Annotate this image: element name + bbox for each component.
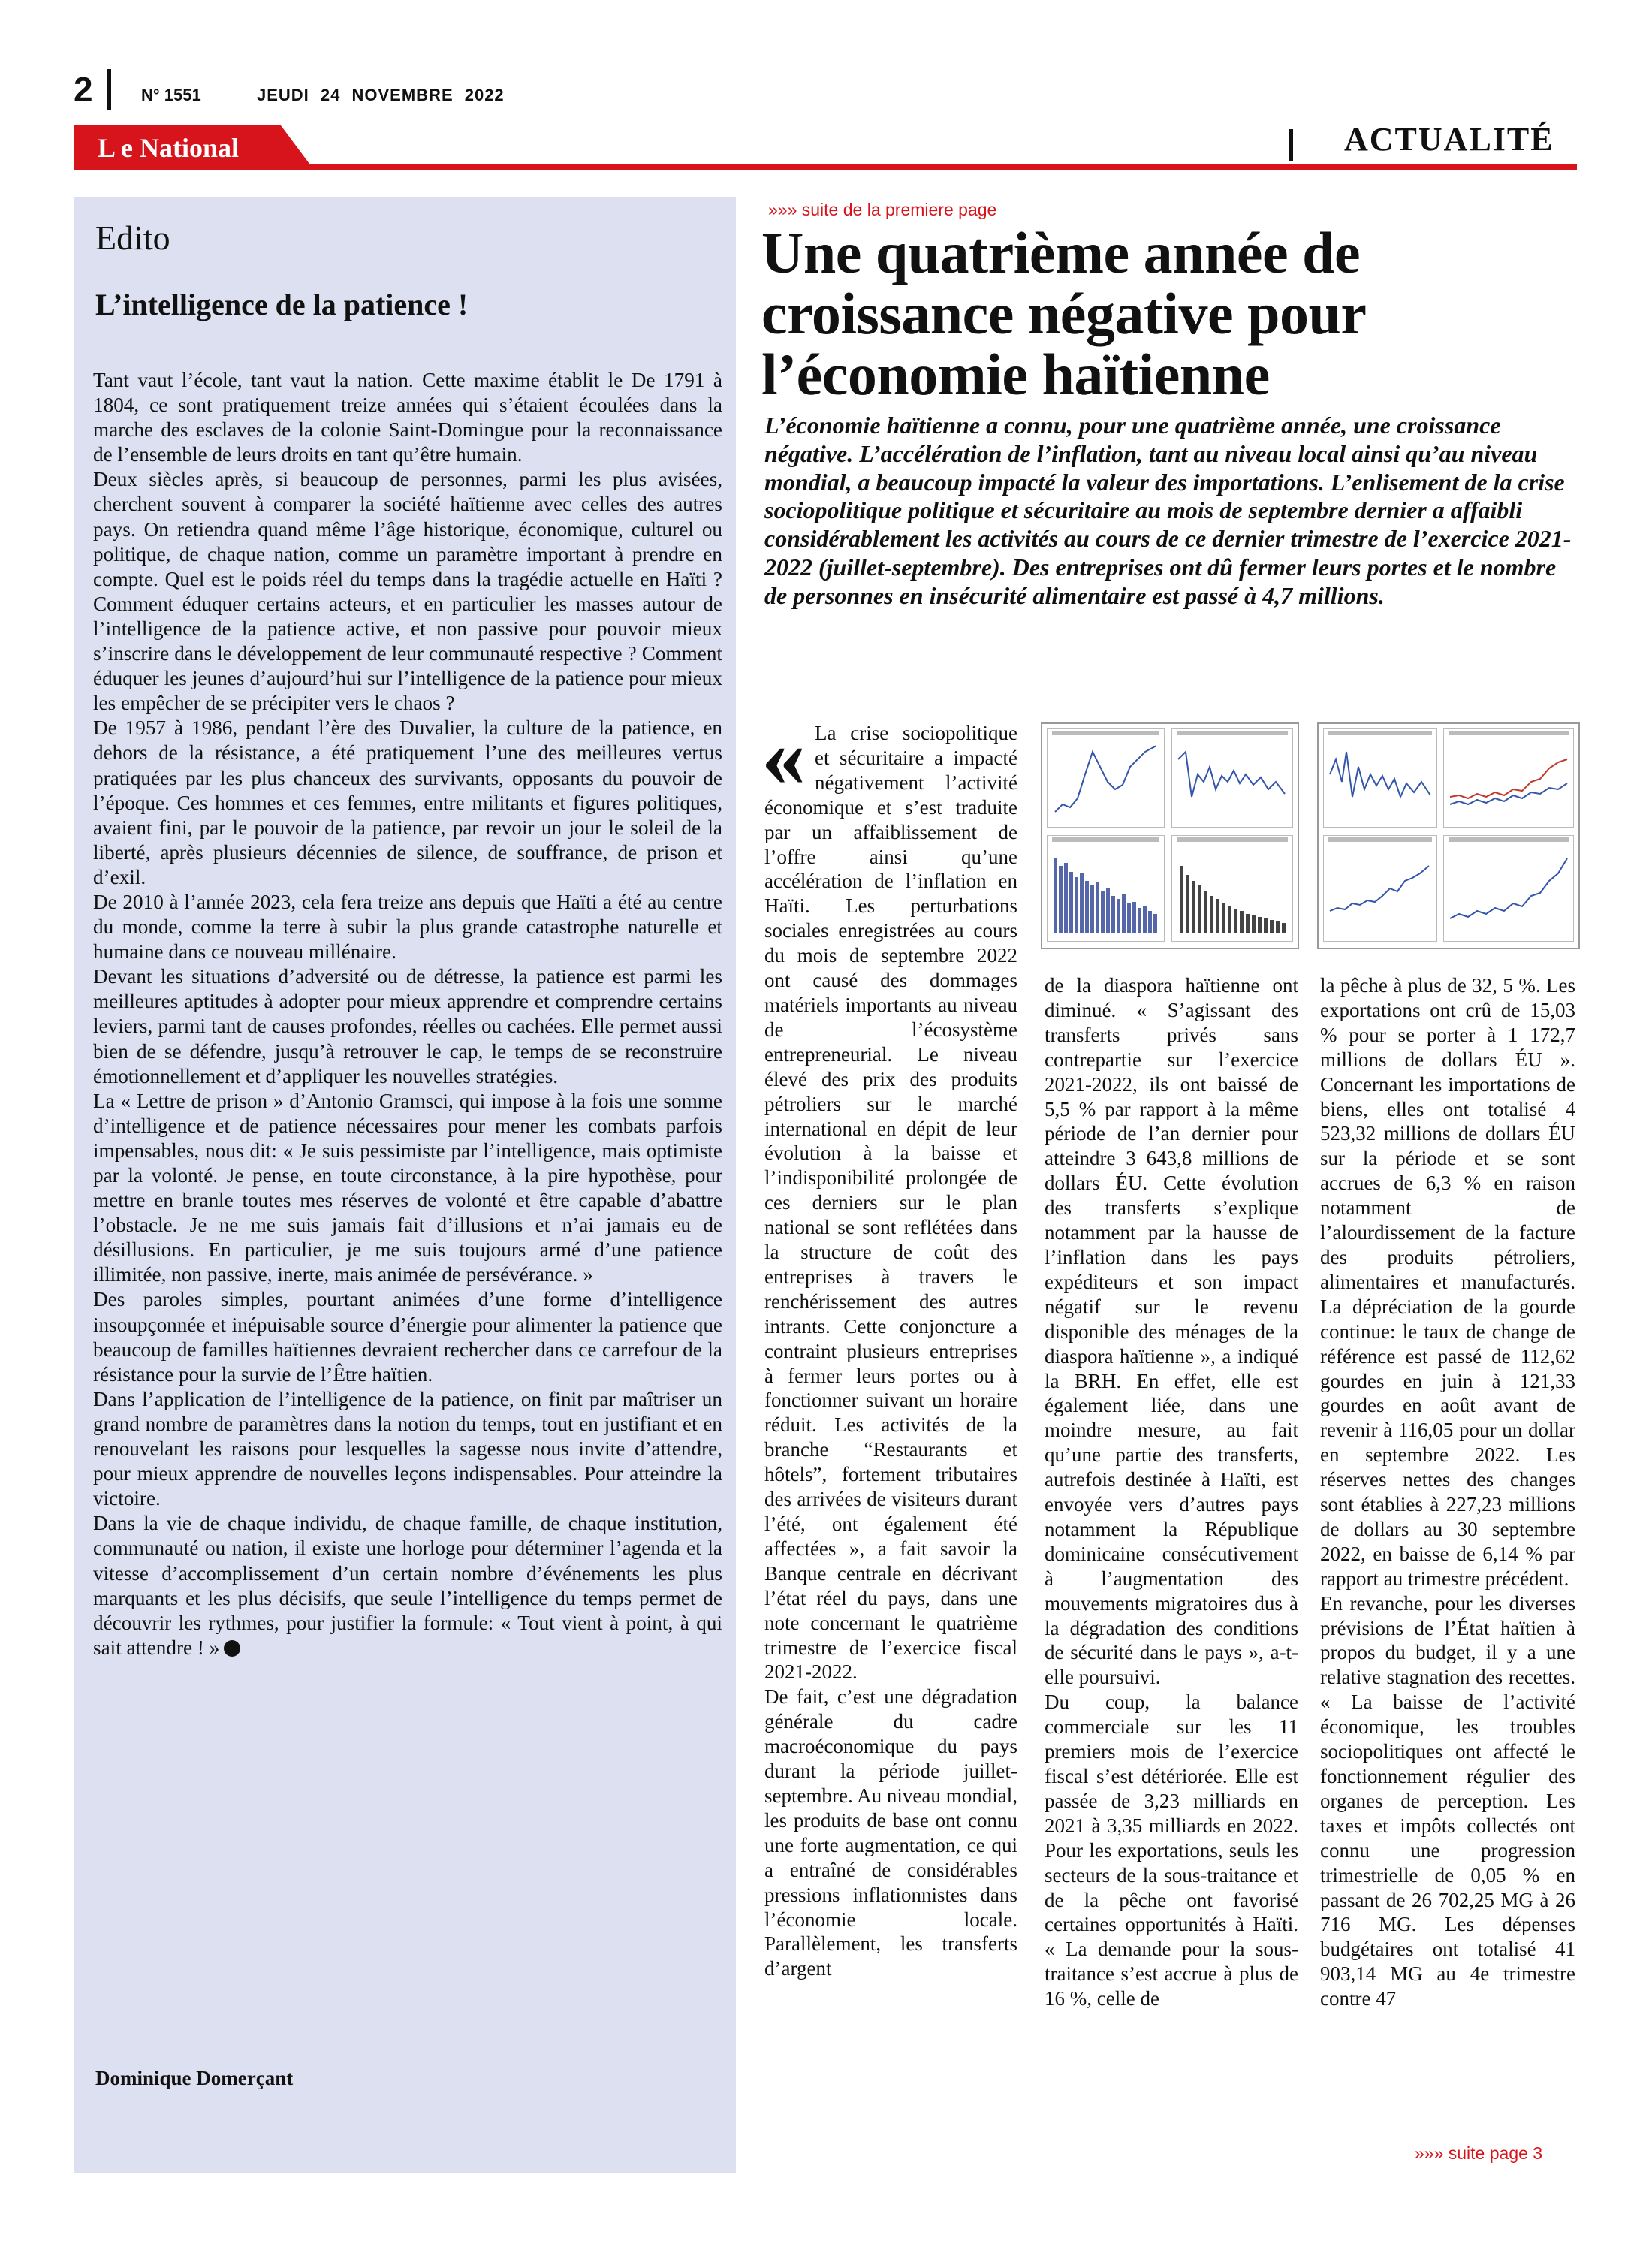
- article-column-1: [761, 707, 1017, 1981]
- edito-paragraph-last: [93, 1511, 722, 1660]
- article-title: Une quatrième année de croissance négative pour l’économie haïtienne: [761, 220, 1366, 407]
- continued-link[interactable]: »»» suite page 3: [1415, 2143, 1543, 2163]
- chart-panel: [1171, 835, 1293, 942]
- page-number: 2: [74, 70, 93, 109]
- issue-number: N° 1551: [141, 86, 201, 104]
- section-title: ACTUALITÉ: [1344, 121, 1554, 158]
- chart-panel: [1047, 835, 1165, 942]
- chart-panel: [1171, 728, 1293, 828]
- section-divider: [1289, 129, 1293, 161]
- article-paragraph: [761, 707, 1017, 1684]
- chart-panel: [1323, 835, 1437, 942]
- edito-paragraph: Deux siècles après, si beaucoup de personnes, parmi les plus avisées, cherchent souvent à comparer la société haïtienne avec celles des autres pays. On retiendra quand même l’âge historique, économique, culturel ou politique, de chaque nation, comme un paramètre important à prendre en compte. Quel est le poids réel du temps dans la tragédie actuelle en Haïti ? Comment éduquer certains acteurs, et en particulier les masses autour de l’intelligence de la patience active, et non passive pour pouvoir mieux s’inscrire dans le développement de leur communauté respective ? Comment éduquer les jeunes d’aujourd’hui sur l’intelligence de la patience pour mieux les empêcher de se précipiter vers le chaos ?: [93, 468, 722, 715]
- header-rule: [74, 164, 1577, 170]
- chart-panel: [1323, 728, 1437, 828]
- bar-chart-thumbnail: [1048, 836, 1164, 941]
- article-lead: L’économie haïtienne a connu, pour une quatrième année, une croissance négative. L’accélération de l’inflation, tant au niveau local ainsi qu’au niveau mondial, a beaucoup impacté la valeur des importations. L’enlisement de la crise sociopolitique politique et sécuritaire au mois de septembre dernier a affaibli considérablement les activités au cours de ce dernier trimestre de l’exercice 2021-2022 (juillet-septembre). Des entreprises ont dû fermer leurs portes et le nombre de personnes en insécurité alimentaire est passé à 4,7 millions.: [764, 412, 1572, 609]
- line-chart-thumbnail: [1444, 836, 1573, 941]
- edito-signature: Dominique Domerçant: [95, 2067, 294, 2089]
- article-column-2: [1045, 973, 1298, 2011]
- end-mark-icon: [224, 1640, 240, 1657]
- chart-figure-right: [1317, 722, 1580, 949]
- edito-paragraph: Tant vaut l’école, tant vaut la nation. Cette maxime établit le De 1791 à 1804, ce sont pratiquement treize années qui s’étaient écoulées dans la marche des esclaves de la colonie Saint-Domingue pour la reconnaissance de l’ensemble de leurs droits en tant qu’être humain.: [93, 369, 722, 466]
- bar-chart-thumbnail: [1172, 836, 1292, 941]
- line-chart-thumbnail: [1324, 836, 1436, 941]
- edito-paragraph: Dans l’application de l’intelligence de la patience, on finit par maîtriser un grand nombre de paramètres dans la notion du temps, tout en justifiant et en renouvelant les raisons pour lesquelles la sagesse nous invite d’attendre, pour mieux apprendre de nouvelles leçons indispensables. Pour atteindre la victoire.: [93, 1387, 722, 1510]
- edito-paragraph: La « Lettre de prison » d’Antonio Gramsci, qui impose à la fois une somme d’intelligence et de patience nécessaires pour mener les combats parfois impensables, nous dit: « Je suis pessimiste par l’intelligence, mais optimiste par la volonté. Je pense, en toute circonstance, à la pire hypothèse, pour mettre en branle toutes mes réserves de volonté et être capable d’abattre l’obstacle. Je ne me suis jamais fait d’illusions et n’ai jamais eu de désillusions. En particulier, je me suis toujours armé d’une patience illimitée, non passive, inerte, mais animée de persévérance. »: [93, 1089, 722, 1286]
- article-paragraph: de la diaspora haïtienne ont diminué. « S’agissant des transferts privés sans contrepartie sur l’exercice 2021-2022, ils ont baissé de 5,5 % par rapport à la même période de l’an dernier pour atteindre 3 643,8 millions de dollars ÉU. Cette évolution des transferts s’explique notamment par la hausse de l’inflation dans les pays expéditeurs et son impact négatif sur le revenu disponible des ménages de la diaspora haïtienne », a indiqué la BRH. En effet, elle est également liée, dans une moindre mesure, au fait qu’une partie des transferts, autrefois destinée à Haïti, est envoyée vers d’autres pays notamment la République dominicaine consécutivement à l’augmentation des mouvements migratoires dus à la dégradation des conditions de sécurité dans le pays », a-t-elle poursuivi.: [1045, 974, 1298, 1689]
- line-chart-thumbnail: [1048, 729, 1164, 827]
- edito-kicker: Edito: [95, 219, 170, 257]
- article-text: La crise sociopolitique et sécuritaire a impacté négativement l’activité économique et s’est traduite par un affaiblissement de l’offre ainsi qu’une accélération de l’inflation en Haïti. Les perturbations sociales enregistrées au cours du mois de septembre 2022 ont causé des dommages matériels importants au niveau de l’écosystème entrepreneurial. Le niveau élevé des prix des produits pétroliers sur le marché international en dépit de leur évolution à la baisse et l’indisponibilité prolongée de ces derniers sur le plan national se sont reflétées dans la structure de coût des entreprises à travers le renchérissement des autres intrants. Cette conjoncture a contraint plusieurs entreprises à fermer leurs portes ou à fonctionner suivant un horaire réduit. Les activités de la branche “Restaurants et hôtels”, fortement tributaires des arrivées de visiteurs durant l’été, ont également été affectées », a fait savoir la Banque centrale en décrivant l’état réel du pays, dans une note concernant le quatrième trimestre de l’exercice fiscal 2021-2022.: [764, 722, 1017, 1684]
- edito-body: [93, 368, 722, 1660]
- article-paragraph: De fait, c’est une dégradation générale du cadre macroéconomique du pays durant la période juillet-septembre. Au niveau mondial, les produits de base ont connu une forte augmentation, ce qui a entraîné de considérables pressions inflationnistes dans l’économie locale. Parallèlement, les transferts d’argent: [764, 1685, 1017, 1980]
- edito-paragraph: Des paroles simples, pourtant animées d’une forme d’intelligence insoupçonnée et inépuisable source d’énergie pour alimenter la patience que beaucoup de familles haïtiennes devraient rechercher dans ce carrefour de la résistance pour la survie de l’Être haïtien.: [93, 1288, 722, 1386]
- article-paragraph: En revanche, pour les diverses prévisions de l’État haïtien à propos du budget, il y a une relative stagnation des recettes. « La baisse de l’activité économique, les troubles sociopolitiques ont affecté le fonctionnement régulier des organes de perception. Les taxes et impôts collectés ont connu une progression trimestrielle de 0,05 % en passant de 26 702,25 MG à 26 716 MG. Les dépenses budgétaires ont totalisé 41 903,14 MG au 4e trimestre contre 47: [1320, 1591, 1575, 2010]
- chart-panel: [1443, 728, 1574, 828]
- line-chart-thumbnail: [1324, 729, 1436, 827]
- edito-paragraph: Devant les situations d’adversité ou de détresse, la patience est parmi les meilleures aptitudes à adopter pour mieux apprendre et comprendre certains leviers, parmi tant de causes profondes, réelles ou cachées. Elle permet aussi bien de se défendre, jusqu’à retrouver le cap, le temps de se reconstruire émotionnellement et d’appliquer les nouvelles stratégies.: [93, 965, 722, 1087]
- line-chart-thumbnail: [1172, 729, 1292, 827]
- edito-paragraph: De 2010 à l’année 2023, cela fera treize ans depuis que Haïti a été au centre du monde, comme la terre à subir la plus grande catastrophe naturelle et humaine dans ce nouveau millénaire.: [93, 890, 722, 964]
- chart-panel: [1443, 835, 1574, 942]
- edito-title: L’intelligence de la patience !: [95, 288, 469, 321]
- article-kicker: »»» suite de la premiere page: [768, 200, 997, 219]
- chart-panel: [1047, 728, 1165, 828]
- edito-paragraph: Dans la vie de chaque individu, de chaque famille, de chaque institution, communauté ou nation, il existe une horloge pour déterminer l’agenda et la vitesse d’accomplissement d’un certain nombre d’événements les plus marquants et les plus décisifs, que seule l’intelligence du temps permet de découvrir les rythmes, pour justifier la formule: « Tout vient à point, à qui sait attendre ! »: [93, 1512, 722, 1659]
- brand-label: L e National: [98, 133, 240, 163]
- edito-paragraph: De 1957 à 1986, pendant l’ère des Duvalier, la culture de la patience, en dehors de la résistance, a été pratiquement l’une des meilleures vertus pratiquées par les plus chanceux des survivants, opposants du pouvoir de l’époque. Ces hommes et ces femmes, entre militants et figures politiques, avaient fini, par le pouvoir de la patience, par revoir un jour le soleil de la liberté, après plusieurs décennies de silence, de souffrance, de prison et d’exil.: [93, 716, 722, 888]
- issue-date: JEUDI 24 NOVEMBRE 2022: [257, 86, 505, 104]
- header-divider: [107, 69, 111, 110]
- article-paragraph: Du coup, la balance commerciale sur les 11 premiers mois de l’exercice fiscal s’est détériorée. Elle est passée de 3,23 milliards en 2021 à 3,35 milliards en 2022. Pour les exportations, seuls les secteurs de la sous-traitance et de la pêche ont favorisé certaines opportunités à Haïti. « La demande pour la sous-traitance s’est accrue à plus de 16 %, celle de: [1045, 1691, 1298, 2010]
- chart-figure-left: [1041, 722, 1299, 949]
- article-paragraph: la pêche à plus de 32, 5 %. Les exportations ont crû de 15,03 % pour se porter à 1 172,7 millions de dollars ÉU ». Concernant les importations de biens, elles ont totalisé 4 523,32 millions de dollars ÉU sur la période et se sont accrues de 6,3 % en raison notamment de l’alourdissement de la facture des produits pétroliers, alimentaires et manufacturés. La dépréciation de la gourde continue: le taux de change de référence est passé de 112,62 gourdes en juin à 121,33 gourdes en août avant de revenir à 116,05 pour un dollar en septembre 2022. Les réserves nettes des changes sont établies à 227,23 millions de dollars au 30 septembre 2022, en baisse de 6,14 % par rapport au trimestre précédent.: [1320, 974, 1575, 1590]
- dropcap-quote: «: [761, 707, 806, 805]
- line-chart-thumbnail: [1444, 729, 1573, 827]
- article-column-3: [1320, 973, 1575, 2011]
